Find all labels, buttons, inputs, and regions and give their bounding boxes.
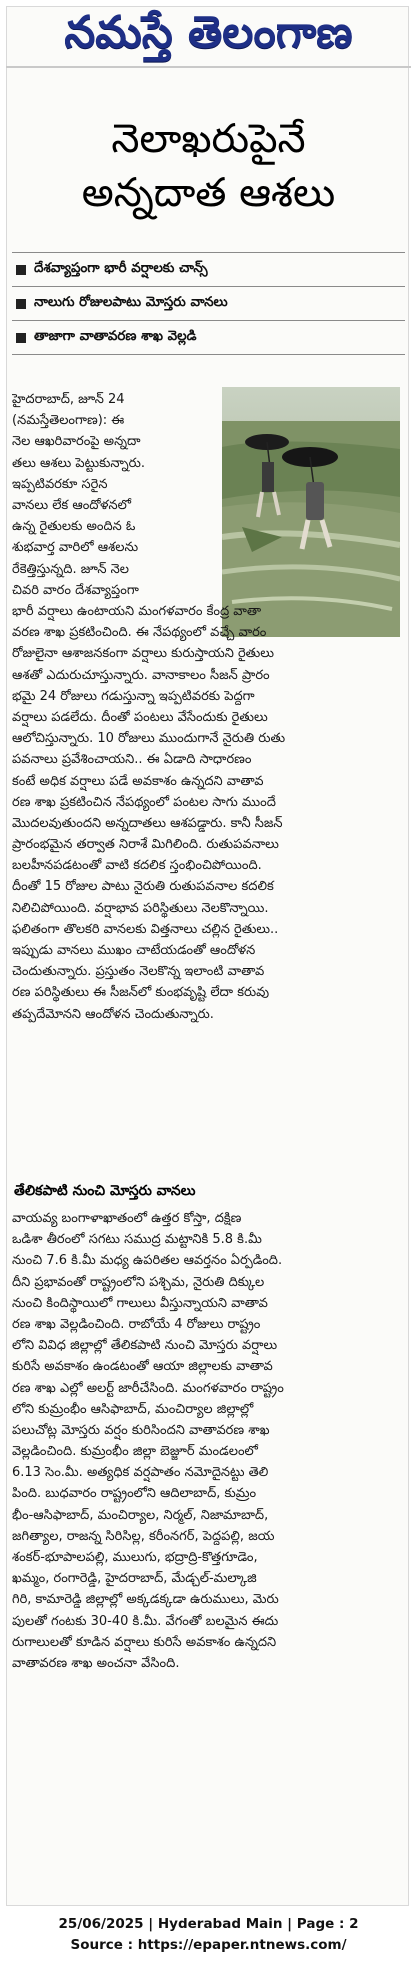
- text-line: పులతో గంటకు 30-40 కి.మీ. వేగంతో బలమైన ఈదు: [12, 1613, 279, 1629]
- newspaper-masthead: నమస్తే తెలంగాణ: [64, 7, 353, 58]
- text-line: రోజులైనా ఆశాజనకంగా వర్షాలు కురుస్తాయని రైతులు: [12, 646, 275, 662]
- text-line: తప్పదేమోనని ఆందోళన చెందుతున్నారు.: [12, 1006, 214, 1022]
- bullet-list: [12, 252, 405, 355]
- text-line: దీని ప్రభావంతో రాష్ట్రంలోని పశ్చిమ, నైరుతి దిక్కుల: [12, 1274, 265, 1290]
- text-line: రణ శాఖ వెల్లడించింది. రాబోయే 4 రోజులు రాష్ట్రం: [12, 1316, 261, 1332]
- text-line: వాయవ్య బంగాళాఖాతంలో ఉత్తర కోస్తా, దక్షిణ: [12, 1211, 242, 1226]
- text-line: మొదలవుతుందని అన్నదాతలు ఆశపడ్డారు. కానీ సీజన్: [12, 815, 283, 831]
- text-line: తలు ఆశలు పెట్టుకున్నారు.: [12, 455, 145, 471]
- text-line: పలుచోట్ల మోస్తరు వర్షం కురిసిందని వాతావరణ శాఖ: [12, 1422, 270, 1438]
- text-line: ఉన్న రైతులకు అందిన ఓ: [12, 519, 136, 535]
- text-line: గిరి, కామారెడ్డి జిల్లాల్లో అక్కడక్కడా ఉరుములు, మెరు: [12, 1592, 279, 1608]
- footer-source: Source : https://epaper.ntnews.com/: [70, 1937, 347, 1953]
- text-line: దీంతో 15 రోజుల పాటు నైరుతి రుతుపవనాల కదలిక: [12, 879, 274, 895]
- text-line: రేకెత్తిస్తున్నది. జూన్ నెల: [12, 561, 129, 577]
- text-line: వాతావరణ శాఖ అంచనా వేసింది.: [12, 1655, 180, 1671]
- text-line: చివరి వారం దేశవ్యాప్తంగా: [12, 582, 139, 598]
- text-line: ఫలితంగా తొలకరి వానలకు విత్తనాలు చల్లిన రైతులు..: [12, 921, 279, 937]
- square-bullet-icon: [16, 333, 26, 343]
- headline: [10, 112, 407, 220]
- text-line: రణ పరిస్థితులు ఈ సీజన్‌లో కుంభవృష్టి లేదా కరువు: [12, 985, 270, 1001]
- text-line: పింది. బుధవారం రాష్ట్రంలోని ఆదిలాబాద్, కుమ్రం: [12, 1486, 257, 1502]
- text-line: భారీ వర్షాలు ఉంటాయని మంగళవారం కేంద్ర వాతా: [12, 604, 262, 619]
- text-line: ఇప్పుడు వానలు ముఖం చాటేయడంతో ఆందోళన: [12, 943, 256, 958]
- text-line: (నమస్తేతెలంగాణ): ఈ: [12, 413, 125, 429]
- section-body: [12, 1208, 405, 1674]
- article-body-wide: [12, 601, 405, 1025]
- section-subhead: తేలికపాటి నుంచి మోస్తరు వానలు: [14, 1183, 196, 1199]
- bullet-item: దేశవ్యాప్తంగా భారీ వర్షాలకు చాన్స్: [12, 252, 405, 287]
- text-line: నెల ఆఖరివారంపై అన్నదా: [12, 434, 141, 450]
- text-line: లోని వివిధ జిల్లాల్లో తేలికపాటి నుంచి మోస్తరు వర్షాలు: [12, 1338, 278, 1354]
- text-line: నిలిచిపోయింది. వర్షాభావ పరిస్థితులు నెలకొన్నాయి.: [12, 900, 269, 916]
- text-line: వరణ శాఖ ప్రకటించింది. ఈ నేపథ్యంలో వచ్చే వారం: [12, 625, 267, 641]
- text-line: నుంచి 7.6 కి.మీ మధ్య ఉపరితల ఆవర్తనం ఏర్పడింది.: [12, 1253, 283, 1269]
- text-line: చెందుతున్నారు. ప్రస్తుతం నెలకొన్న ఇలాంటి వాతావ: [12, 964, 265, 980]
- square-bullet-icon: [16, 265, 26, 275]
- text-line: శంకర్-భూపాలపల్లి, ములుగు, భద్రాద్రి-కొత్తగూడెం,: [12, 1550, 258, 1565]
- text-line: ఖమ్మం, రంగారెడ్డి, హైదరాబాద్, మేడ్చల్-మల్కాజి: [12, 1571, 257, 1587]
- text-line: వెల్లడించింది. కుమ్రంభీం జిల్లా బెజ్జూర్ మండలంలో: [12, 1444, 258, 1460]
- text-line: జగిత్యాల, రాజన్న సిరిసిల్ల, కరీంనగర్, పెద్దపల్లి, జయ: [12, 1528, 275, 1544]
- article-body-narrow: [12, 389, 217, 601]
- text-line: భీం-ఆసిఫాబాద్, మంచిర్యాల, నిర్మల్, నిజామాబాద్,: [12, 1507, 269, 1523]
- text-line: ఆలోచిస్తున్నారు. 10 రోజులు ముందుగానే నైరుతి రుతు: [12, 731, 286, 747]
- text-line: లోని కుమ్రంభీం ఆసిఫాబాద్, మంచిర్యాల జిల్లాల్లో: [12, 1401, 254, 1417]
- text-line: బలహీనపడటంతో వాటి కదలిక స్తంభించిపోయింది.: [12, 858, 262, 874]
- text-line: ప్రారంభమైన తర్వాత నిరాశే మిగిలింది. రుతుపవనాలు: [12, 837, 279, 853]
- headline-line-1: నెలాఖరుపైనే: [111, 116, 306, 162]
- text-line: పవనాలు ప్రవేశించాయని.. ఈ ఏడాది సాధారణం: [12, 752, 252, 768]
- text-line: కంటే అధిక వర్షాలు పడే అవకాశం ఉన్నదని వాతావ: [12, 773, 264, 789]
- headline-line-2: అన్నదాత ఆశలు: [81, 170, 336, 216]
- bullet-item: నాలుగు రోజులపాటు మోస్తరు వానలు: [12, 287, 405, 321]
- text-line: ఆశతో ఎదురుచూస్తున్నారు. వానాకాలం సీజన్ ప్రారం: [12, 667, 270, 683]
- text-line: రుగాలులతో కూడిన వర్షాలు కురిసే అవకాశం ఉన్నదని: [12, 1634, 277, 1650]
- text-line: హైదరాబాద్, జూన్ 24: [12, 392, 125, 407]
- text-line: రణ శాఖ ఎల్లో అలర్ట్ జారీచేసింది. మంగళవారం రాష్ట్రం: [12, 1380, 284, 1396]
- bullet-item: తాజాగా వాతావరణ శాఖ వెల్లడి: [12, 321, 405, 355]
- text-line: ఒడిశా తీరంలో సగటు సముద్ర మట్టానికి 5.8 కి.మీ: [12, 1232, 262, 1248]
- text-line: నుంచి కిందిస్థాయిలో గాలులు వీస్తున్నాయని వాతావ: [12, 1295, 268, 1311]
- text-line: రణ శాఖ ప్రకటించిన నేపథ్యంలో పంటల సాగు ముందే: [12, 794, 276, 810]
- article-photo: [222, 387, 400, 637]
- text-line: భమై 24 రోజులు గడుస్తున్నా ఇప్పటివరకు పెద్దగా: [12, 688, 255, 704]
- text-line: 6.13 సెం.మీ. అత్యధిక వర్షపాతం నమోదైనట్టు తెలి: [12, 1465, 269, 1481]
- footer-date-edition: 25/06/2025 | Hyderabad Main | Page : 2: [58, 1916, 359, 1932]
- text-line: శుభవార్త వారిలో ఆశలను: [12, 540, 139, 556]
- text-line: కురిసే అవకాశం ఉండటంతో ఆయా జిల్లాలకు వాతావ: [12, 1359, 273, 1375]
- text-line: వర్షాలు పడలేదు. దీంతో పంటలు వేసేందుకు రైతులు: [12, 709, 268, 725]
- square-bullet-icon: [16, 299, 26, 309]
- text-line: ఇప్పటివరకూ సరైన: [12, 476, 108, 492]
- masthead-divider: [6, 66, 411, 68]
- text-line: వానలు లేక ఆందోళనలో: [12, 497, 131, 513]
